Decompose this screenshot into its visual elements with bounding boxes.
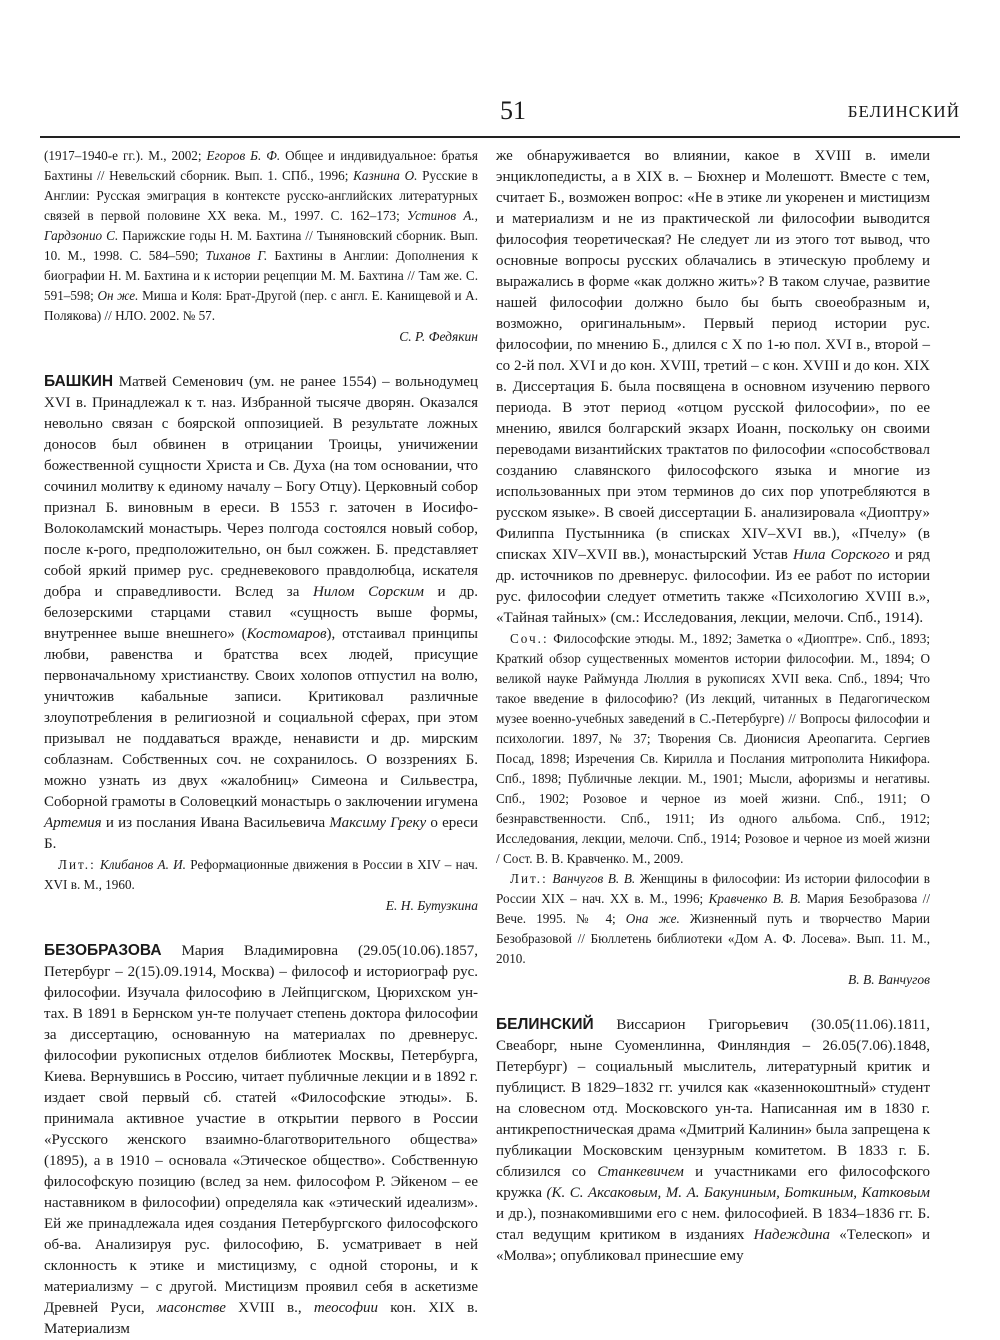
header-rule — [40, 136, 960, 138]
headword: БЕЛИНСКИЙ — [496, 1016, 594, 1033]
right-column — [496, 146, 930, 1267]
page-header — [40, 96, 960, 140]
author-signature: Е. Н. Бутузкина — [385, 898, 478, 913]
author-signature: С. Р. Федякин — [399, 329, 478, 344]
left-column — [44, 146, 478, 1340]
bashkin-literature: Лит.: Клибанов А. И. Реформационные движения в России в XIV – нач. XVI в. М., 1960. — [44, 857, 478, 892]
page-number: 51 — [500, 96, 526, 125]
headword: БЕЗОБРАЗОВА — [44, 942, 162, 959]
entry-bezobrazova-continued: же обнаруживается во влиянии, какое в XVIII в. имели энциклопедисты, а в XIX в. – Бюхнер и Молешотт. Вместе с тем, считает Б., возможен вопрос: «Не в этике ли укоренен и мистицизм и материализм и не из практической ли философии выводится философия теоретическая? Не следует ли из этого тот вывод, что основные вопросы русских облачались в этическую проблему и выражались в форме «как должно жить»? В таком случае, развитие нашей философии должно было бы быть своеобразным и, возможно, оригинальным». Первый период истории рус. философии, по мнению Б., длился с X по 1-ю пол. XVI в., второй – со 2-й пол. XVI и до кон. XVIII, третий – с кон. XVIII и до кон. XIX в. Диссертация Б. была посвящена в основном изучению первого периода. В этот период «отцом русской философии», по ее мнению, явился болгарский экзарх Иоанн, поскольку он своими переводами византийских трактатов по философии «способствовал созданию славянского философского языка и многие из использованных при этом терминов до сих пор употребляются в русском языке». В своей диссертации Б. анализировала «Диоптру» Филиппа Пустынника (в списках XIV–XVI вв.), «Пчелу» (в списках XIV–XVII вв.), монастырский Устав Нила Сорского и ряд др. источников по древнерус. философии. Из ее работ по истории рус. философии следует отметить также «Психологию XVIII в.», «Тайная тайных» (см.: Исследования, лекции, мелочи. Спб., 1914). — [496, 148, 930, 626]
entry-bezobrazova: БЕЗОБРАЗОВА Мария Владимировна (29.05(10.06).1857, Петербург – 2(15).09.1914, Москва) – философ и историограф рус. философии. Изучала философию в Лейпцигском, Цюрихском ун-тах. В 1891 в Бернском ун-те получает степень доктора философии за диссертацию, основанную на материалах по древнерус. философии рукописных отделов библиотек Москвы, Петербурга, Киева. Вернувшись в Россию, читает публичные лекции и в 1892 г. издает свой первый сб. статей «Философские этюды». Б. принимала активное участие в открытии первого в России «Русского женского взаимно-благотворительного общества» (1895), а в 1910 – основала «Этическое общество». Собственную философскую позицию (вслед за нем. философом Р. Эйкеном – ее наставником в философии) определяла как «этический идеализм». Ей же принадлежала идея создания Петербургского философского об-ва. Анализируя рус. философию, Б. усматривает в ней склонность к этике и мистицизму, с одной стороны, и к материализму – с другой. Мистицизм проявил себя в аскетизме Древней Руси, масонстве XVIII в., теософии кон. XIX в. Материализм — [44, 942, 479, 1337]
bezobrazova-literature: Лит.: Ванчугов В. В. Женщины в философии: Из истории философии в России XIX – нач. XX в. М., 1996; Кравченко В. В. Мария Безобразова // Вече. 1995. № 4; Она же. Жизненный путь и творчество Марии Безобразовой // Бюллетень библиотеки «Дом А. Ф. Лосева». Вып. 11. М., 2010. — [496, 871, 931, 966]
running-head: БЕЛИНСКИЙ — [847, 102, 960, 121]
headword: БАШКИН — [44, 373, 114, 390]
entry-bashkin: БАШКИН Матвей Семенович (ум. не ранее 1554) – вольнодумец XVI в. Принадлежал к т. наз. Избранной тысяче дворян. Оказался невольно связан с боярской оппозицией. В результате ложных доносов был обвинен в отрицании Троицы, уничижении божественной сущности Христа и Св. Духа (на том основании, что сочинил молитву к единому началу – Богу Отцу). Церковный собор признал Б. виновным в ереси. В 1553 г. заточен в Иосифо-Волоколамский монастырь. Через полгода состоялся новый собор, после к-рого, предположительно, он был сожжен. Б. представляет собой яркий пример рус. средневекового правдолюбца, искателя добра и справедливости. Вслед за Нилом Сорским и др. белозерскими старцами ставил «сущность выше формы, внутреннее выше внешнего» (Костомаров), отстаивал принципы любви, равенства и братства всех людей, присущие первоначальному христианству. Своих холопов отпустил на волю, уничтожив кабальные записи. Критиковал различные злоупотребления в религиозной и социальной сферах, при этом призывал не поддаваться вражде, ненависти и др. мирским соблазнам. Собственных соч. не сохранилось. О воззрениях Б. можно узнать из двух «жалобниц» Симеона и Сильвестра, Соборной грамоты в Соловецкий монастырь о заключении игумена Артемия и из послания Ивана Васильевича Максиму Греку о ереси Б. — [44, 373, 478, 852]
fedyakin-references: (1917–1940-е гг.). М., 2002; Егоров Б. Ф. Общее и индивидуальное: братья Бахтины // Невельский сборник. Вып. 1. СПб., 1996; Казнина О. Русские в Англии: Русская эмиграция в контексте русско-английских литературных связей в первой половине XX века. М., 1997. С. 162–173; Устинов А., Гардзонио С. Парижские годы Н. М. Бахтина // Тыняновский сборник. Вып. 10. М., 1998. С. 584–590; Тиханов Г. Бахтины в Англии: Дополнения к биографии Н. М. Бахтина и к истории рецепции М. М. Бахтина // Там же. С. 591–598; Он же. Миша и Коля: Брат-Другой (пер. с англ. Е. Канищевой и А. Полякова) // НЛО. 2002. № 57. — [44, 148, 479, 323]
entry-belinsky: БЕЛИНСКИЙ Виссарион Григорьевич (30.05(11.06).1811, Свеаборг, ныне Суоменлинна, Финляндия – 26.05(7.06).1848, Петербург) – социальный мыслитель, литературный критик и публицист. В 1829–1832 гг. учился как «казеннокоштный» студент на словесном отд. Московского ун-та. Написанная им в 1830 г. антикрепостническая драма «Дмитрий Калинин» была запрещена к публикации Московским цензурным комитетом. В 1833 г. Б. сблизился со Станкевичем и участниками его философского кружка (К. С. Аксаковым, М. А. Бакуниным, Боткиным, Катковым и др.), познакомившими его с нем. философией. В 1834–1836 гг. Б. стал ведущим критиком в изданиях Надеждина «Телескоп» и «Молва»; опубликовал принесшие ему — [496, 1016, 931, 1264]
author-signature: В. В. Ванчугов — [848, 972, 930, 987]
bezobrazova-works: Соч.: Философские этюды. М., 1892; Заметка о «Диоптре». Спб., 1893; Краткий обзор существенных моментов истории философии. М., 1894; О великой науке Раймунда Люллия в рукописях XVII века. Спб., 1894; Что такое введение в философию? (Из лекций, читанных в Педагогическом музее военно-учебных заведений в С.-Петербурге) // Вопросы философии и психологии. 1897, № 37; Творения Св. Дионисия Ареопагита. Сергиев Посад, 1898; Изречения Св. Кирилла и Послания митрополита Никифора. Спб., 1898; Публичные лекции. М., 1901; Мысли, афоризмы и негативы. Спб., 1902; Розовое и черное из моей жизни. Спб., 1911; О безнравственности. Спб., 1911; Из одного альбома. Спб., 1912; Исследования, лекции, мелочи. Спб., 1914; Розовое и черное из моей жизни / Сост. В. В. Кравченко. М., 2009. — [496, 631, 930, 866]
